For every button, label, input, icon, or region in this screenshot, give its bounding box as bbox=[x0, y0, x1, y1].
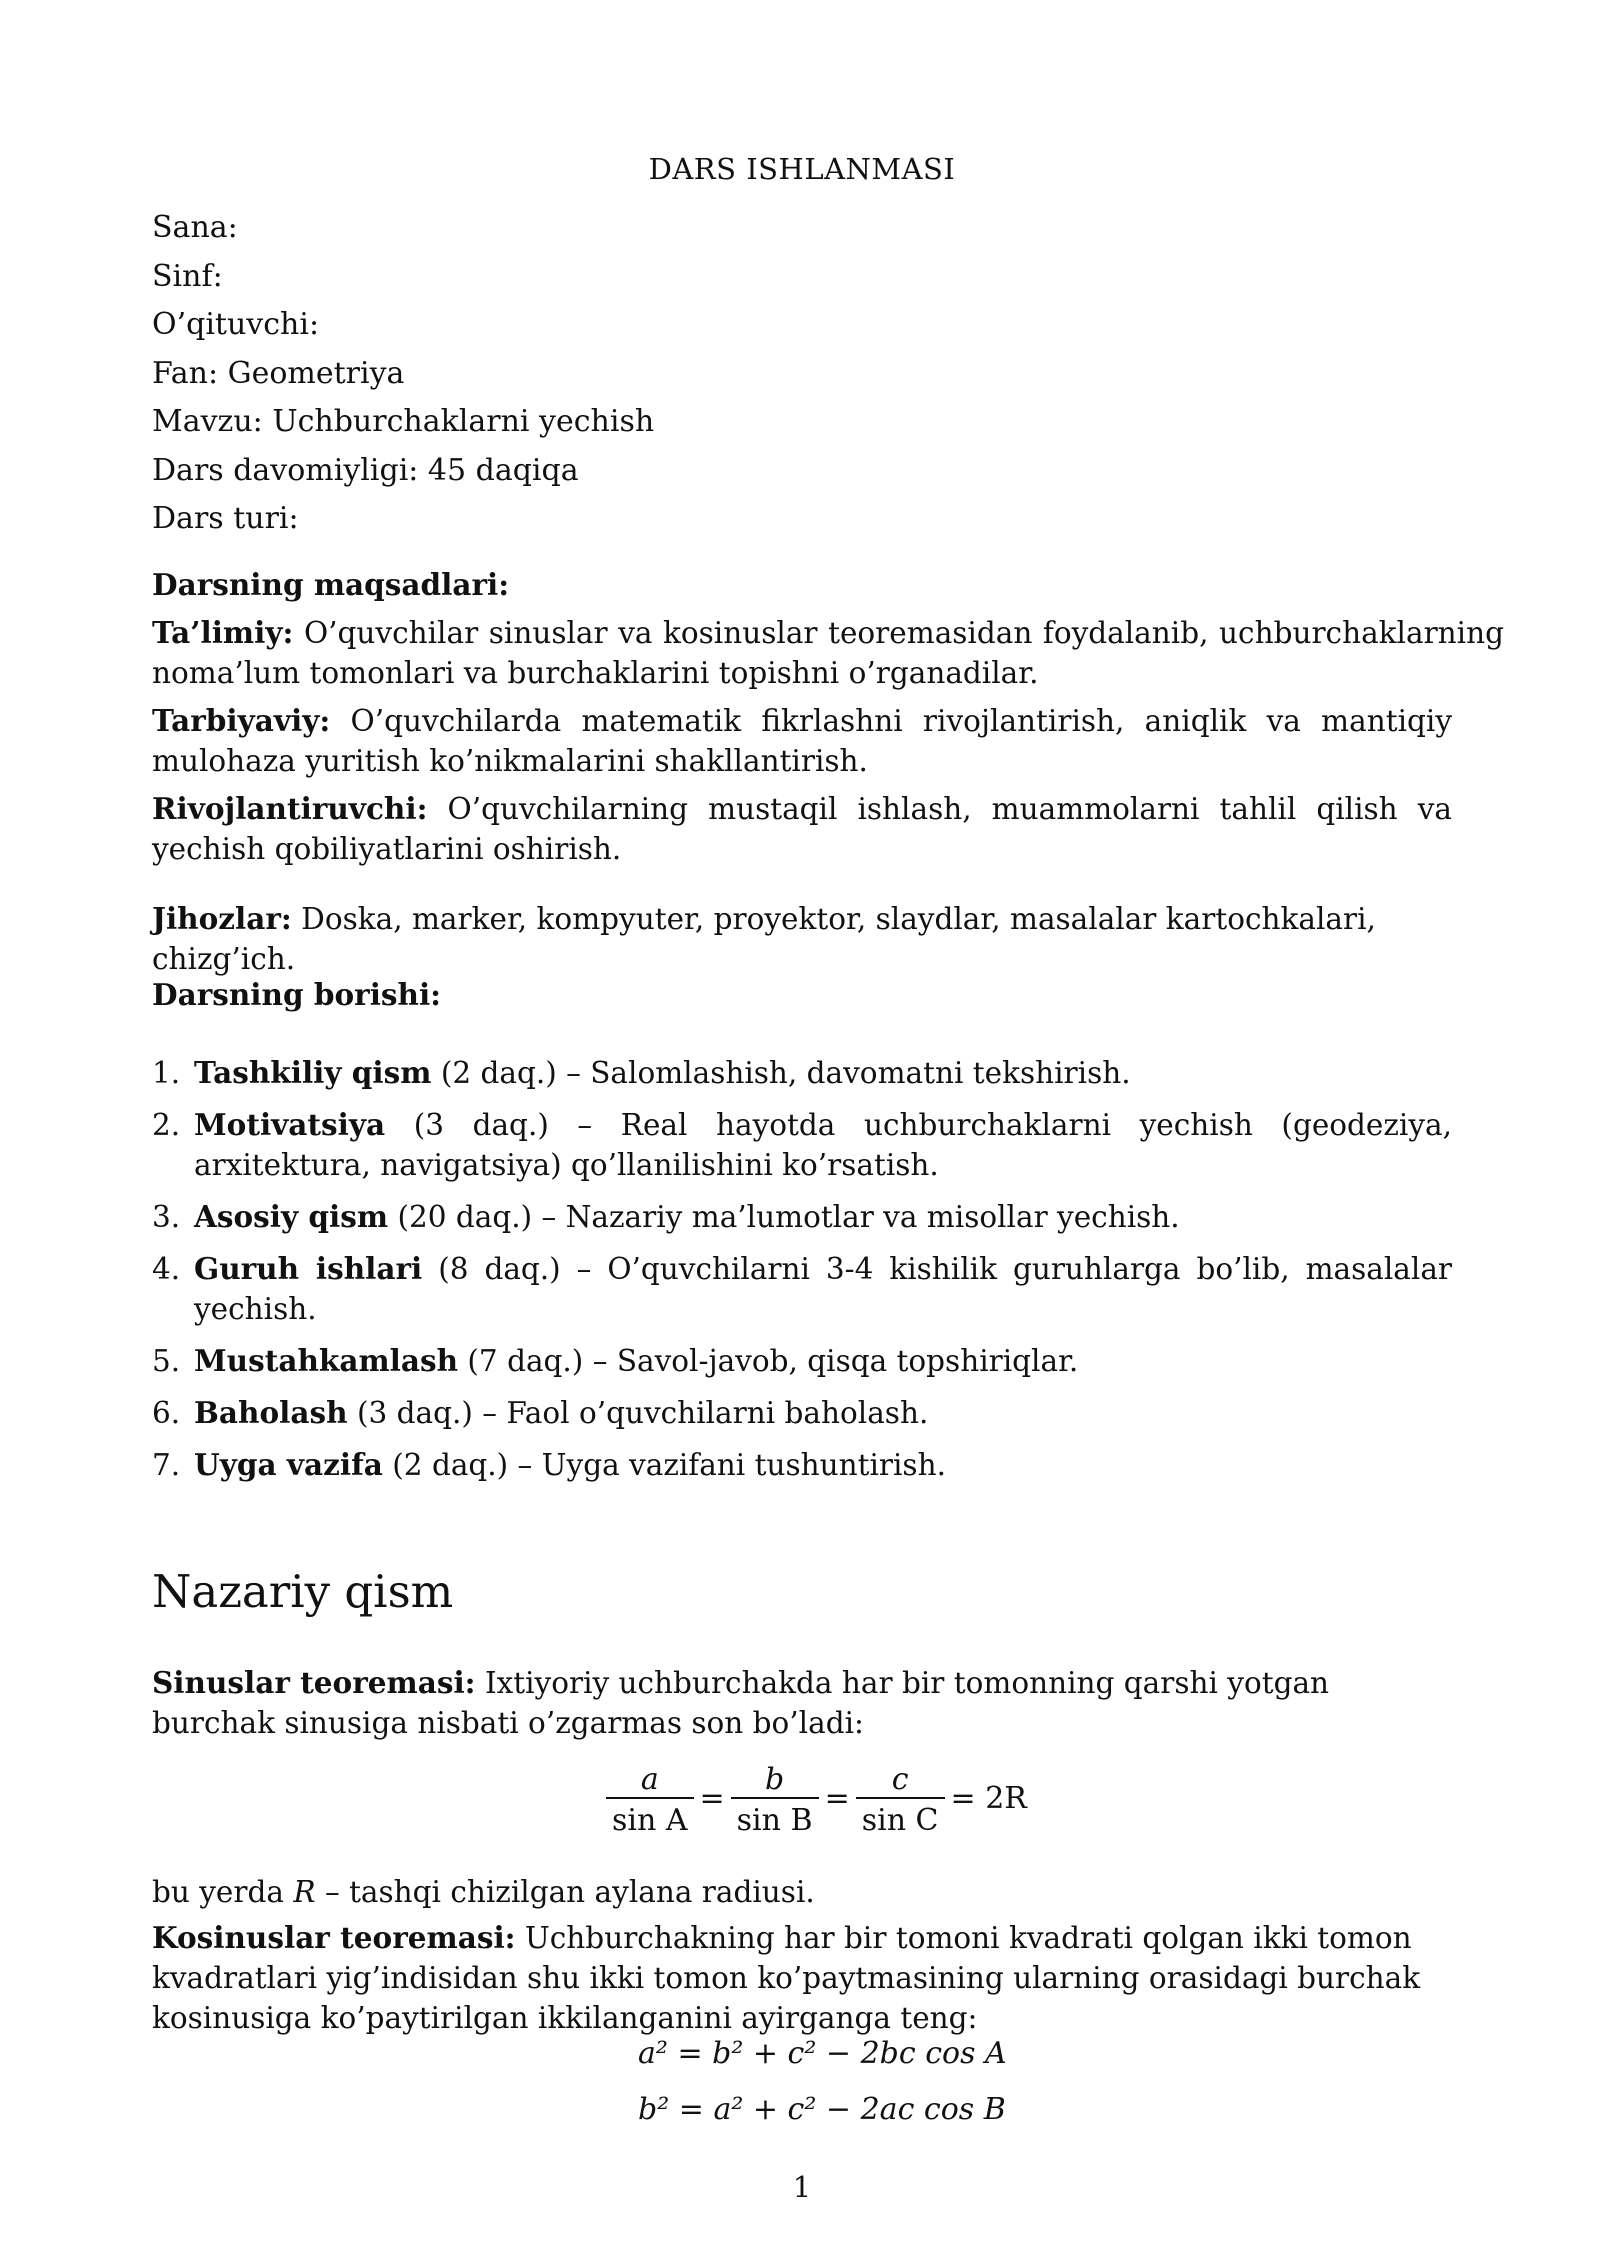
goal-educational bbox=[152, 613, 1504, 693]
sines-theorem-label: Sinuslar teoremasi: bbox=[152, 1665, 476, 1700]
list-item: 4. Guruh ishlari (8 daq.) – O’quvchilarni 3-4 kishilik guruhlarga bo’lib, masalalar yechish. bbox=[152, 1251, 1453, 1326]
goal-upbringing-text: O’quvchilarda matematik fikrlashni rivojlantirish, aniqlik va mantiqiy mulohaza yuritish ko’nikmalarini shakllantirish. bbox=[152, 704, 1452, 778]
goal-developmental-label: Rivojlantiruvchi: bbox=[152, 791, 428, 826]
page-number: 1 bbox=[792, 2170, 812, 2204]
list-item: 1. Tashkiliy qism (2 daq.) – Salomlashish, davomatni tekshirish. bbox=[152, 1055, 1131, 1090]
list-item: 7. Uyga vazifa (2 daq.) – Uyga vazifani tushuntirish. bbox=[152, 1447, 946, 1482]
cosines-formula-b: b² = a² + c² − 2ac cos B bbox=[638, 2092, 1006, 2127]
sines-rhs: = 2R bbox=[950, 1781, 1027, 1816]
meta-lesson-type: Dars turi: bbox=[152, 501, 299, 536]
goal-upbringing bbox=[152, 701, 1452, 781]
list-item: 5. Mustahkamlash (7 daq.) – Savol-javob, qisqa topshiriqlar. bbox=[152, 1343, 1079, 1378]
equipment-label: Jihozlar: bbox=[152, 901, 292, 936]
lesson-steps-list bbox=[152, 1053, 1452, 1497]
meta-teacher: O’qituvchi: bbox=[152, 307, 320, 342]
sines-theorem bbox=[152, 1663, 1452, 1743]
sines-formula: $\frac{a}{\text{sin A}}$ = $\frac{b}{\text{sin B}}$ = $\frac{c}{\text{sin C}}$ = 2R bbox=[600, 1762, 1027, 1838]
goal-developmental-text: O’quvchilarning mustaqil ishlash, muammolarni tahlil qilish va yechish qobiliyatlarini oshirish. bbox=[152, 792, 1452, 866]
section-title-theory: Nazariy qism bbox=[152, 1565, 454, 1618]
meta-duration: Dars davomiyligi: 45 daqiqa bbox=[152, 452, 579, 488]
document-title: DARS ISHLANMASI bbox=[648, 152, 956, 186]
sines-fraction-b: $\frac{b}{\text{sin B}}$ bbox=[731, 1762, 819, 1838]
goal-upbringing-label: Tarbiyaviy: bbox=[152, 703, 331, 738]
sines-fraction-a: $\frac{a}{\text{sin A}}$ bbox=[606, 1762, 694, 1838]
equipment-line bbox=[152, 899, 1508, 979]
meta-date: Sana: bbox=[152, 210, 238, 245]
meta-class: Sinf: bbox=[152, 258, 223, 294]
goals-heading: Darsning maqsadlari: bbox=[152, 567, 510, 602]
equipment-text: Doska, marker, kompyuter, proyektor, slaydlar, masalalar kartochkalari, chizg’ich. bbox=[152, 902, 1376, 976]
meta-subject: Fan: Geometriya bbox=[152, 355, 405, 391]
list-item: 3. Asosiy qism (20 daq.) – Nazariy ma’lumotlar va misollar yechish. bbox=[152, 1199, 1180, 1234]
list-item: 6. Baholash (3 daq.) – Faol o’quvchilarni baholash. bbox=[152, 1395, 929, 1430]
cosines-formula-a: a² = b² + c² − 2bc cos A bbox=[638, 2036, 1007, 2071]
meta-topic: Mavzu: Uchburchaklarni yechish bbox=[152, 404, 655, 439]
process-heading: Darsning borishi: bbox=[152, 977, 442, 1012]
sines-note: bu yerda R – tashqi chizilgan aylana radiusi. bbox=[152, 1875, 815, 1909]
goal-educational-text: O’quvchilar sinuslar va kosinuslar teoremasidan foydalanib, uchburchaklarning noma’lum tomonlari va burchaklarini topishni o’rganadilar. bbox=[152, 616, 1504, 690]
sines-theorem-text: Ixtiyoriy uchburchakda har bir tomonning qarshi yotgan burchak sinusiga nisbati o’zgarmas son bo’ladi: bbox=[152, 1666, 1330, 1740]
cosines-theorem bbox=[152, 1918, 1492, 2038]
sines-fraction-c: $\frac{c}{\text{sin C}}$ bbox=[856, 1762, 945, 1838]
goal-developmental bbox=[152, 789, 1452, 869]
lesson-meta bbox=[152, 204, 654, 544]
goal-educational-label: Ta’limiy: bbox=[152, 615, 294, 650]
cosines-theorem-text: Uchburchakning har bir tomoni kvadrati qolgan ikki tomon kvadratlari yig’indisidan shu ikki tomon ko’paytmasining ularning orasidagi burchak kosinusiga ko’paytirilgan ikkilanganini ayirganga teng: bbox=[152, 1921, 1421, 2035]
cosines-theorem-label: Kosinuslar teoremasi: bbox=[152, 1920, 516, 1955]
list-item: 2. Motivatsiya (3 daq.) – Real hayotda uchburchaklarni yechish (geodeziya, arxitektura, navigatsiya) qo’llanilishini ko’rsatish. bbox=[152, 1107, 1452, 1182]
